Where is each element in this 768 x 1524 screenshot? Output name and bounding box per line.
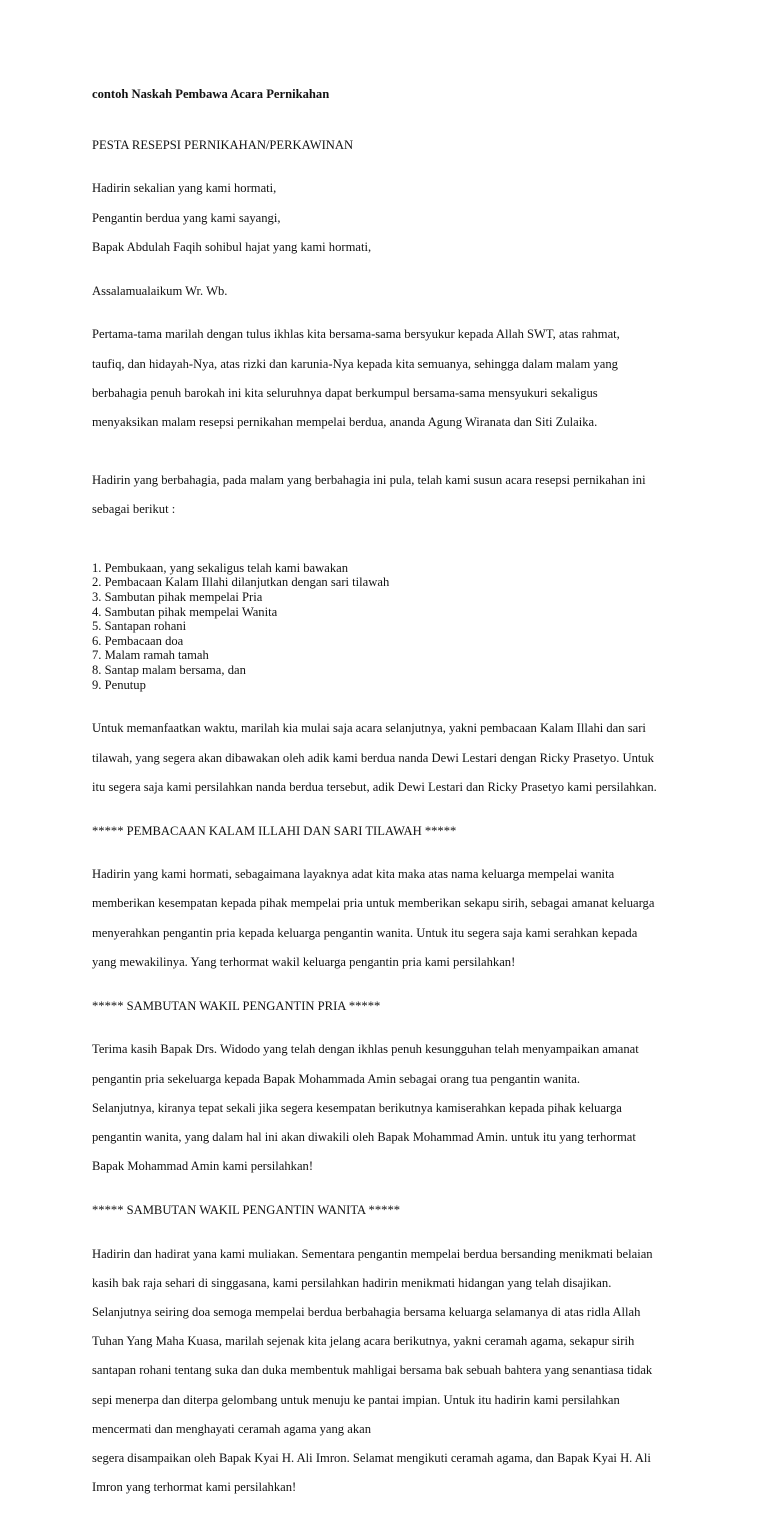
section-heading-bride: ***** SAMBUTAN WAKIL PENGANTIN WANITA ***** xyxy=(92,1202,401,1217)
section-heading-groom: ***** SAMBUTAN WAKIL PENGANTIN PRIA ***** xyxy=(92,998,381,1013)
groom-speech-line: pengantin pria sekeluarga kepada Bapak Mohammada Amin sebagai orang tua pengantin wanita. xyxy=(92,1071,580,1086)
tilawah-line: memberikan kesempatan kepada pihak mempelai pria untuk memberikan sekapu sirih, sebagai amanat keluarga xyxy=(92,896,655,911)
tilawah-line: Hadirin yang kami hormati, sebagaimana layaknya adat kita maka atas nama keluarga mempelai wanita xyxy=(92,867,615,882)
agenda-item: 5. Santapan rohani xyxy=(92,619,187,634)
greeting-line: Hadirin sekalian yang kami hormati, xyxy=(92,181,277,196)
bride-speech-line: segera disampaikan oleh Bapak Kyai H. Ali Imron. Selamat mengikuti ceramah agama, dan Bapak Kyai H. Ali xyxy=(92,1451,651,1466)
salam-line: Assalamualaikum Wr. Wb. xyxy=(92,283,228,298)
tilawah-line: menyerahkan pengantin pria kepada keluarga pengantin wanita. Untuk itu segera saja kami serahkan kepada xyxy=(92,925,638,940)
agenda-item: 8. Santap malam bersama, dan xyxy=(92,662,246,677)
opening-line: menyaksikan malam resepsi pernikahan mempelai berdua, ananda Agung Wiranata dan Siti Zulaika. xyxy=(92,414,598,429)
opening-paragraph xyxy=(92,313,677,444)
groom-speech-line: Selanjutnya, kiranya tepat sekali jika segera kesempatan berikutnya kamiserahkan kepada pihak keluarga xyxy=(92,1100,622,1115)
groom-speech-line: Terima kasih Bapak Drs. Widodo yang telah dengan ikhlas penuh kesungguhan telah menyampaikan amanat xyxy=(92,1042,639,1057)
agenda-intro-line: sebagai berikut : xyxy=(92,502,176,517)
agenda-item: 7. Malam ramah tamah xyxy=(92,648,209,663)
tilawah-paragraph xyxy=(92,853,677,984)
agenda-list xyxy=(92,561,677,692)
agenda-item: 2. Pembacaan Kalam Illahi dilanjutkan dengan sari tilawah xyxy=(92,575,390,590)
agenda-intro-paragraph xyxy=(92,459,677,532)
bride-speech-line: kasih bak raja sehari di singgasana, kami persilahkan hadirin menikmati hidangan yang telah disajikan. xyxy=(92,1275,612,1290)
transition-line: itu segera saja kami persilahkan nanda berdua tersebut, adik Dewi Lestari dan Ricky Prasetyo kami persilahkan. xyxy=(92,779,657,794)
spacer xyxy=(92,546,677,561)
bride-speech-line: sepi menerpa dan diterpa gelombang untuk menuju ke pantai impian. Untuk itu hadirin kami persilahkan xyxy=(92,1392,620,1407)
agenda-item: 4. Sambutan pihak mempelai Wanita xyxy=(92,604,278,619)
bride-speech-line: mencermati dan menghayati ceramah agama yang akan xyxy=(92,1421,372,1436)
event-heading: PESTA RESEPSI PERNIKAHAN/PERKAWINAN xyxy=(92,137,354,152)
bride-speech-line: Tuhan Yang Maha Kuasa, marilah sejenak kita jelang acara berikutnya, yakni ceramah agama, sekapur sirih xyxy=(92,1334,635,1349)
agenda-item: 9. Penutup xyxy=(92,677,146,692)
opening-line: berbahagia penuh barokah ini kita seluruhnya dapat berkumpul bersama-sama mensyukuri sekaligus xyxy=(92,385,598,400)
agenda-item: 1. Pembukaan, yang sekaligus telah kami bawakan xyxy=(92,560,349,575)
greeting-line: Pengantin berdua yang kami sayangi, xyxy=(92,210,281,225)
section-heading-tilawah: ***** PEMBACAAN KALAM ILLAHI DAN SARI TILAWAH ***** xyxy=(92,823,457,838)
agenda-intro-line: Hadirin yang berbahagia, pada malam yang berbahagia ini pula, telah kami susun acara resepsi pernikahan ini xyxy=(92,473,646,488)
agenda-item: 3. Sambutan pihak mempelai Pria xyxy=(92,590,263,604)
transition-line: tilawah, yang segera akan dibawakan oleh adik kami berdua nanda Dewi Lestari dengan Ricky Prasetyo. Untuk xyxy=(92,750,654,765)
document-title: contoh Naskah Pembawa Acara Pernikahan xyxy=(92,87,330,101)
groom-speech-paragraph xyxy=(92,1028,677,1189)
bride-speech-line: Selanjutnya seiring doa semoga mempelai berdua berbahagia bersama keluarga selamanya di atas ridla Allah xyxy=(92,1305,641,1320)
transition-paragraph xyxy=(92,707,677,809)
greeting-line: Bapak Abdulah Faqih sohibul hajat yang kami hormati, xyxy=(92,239,372,254)
bride-speech-line: santapan rohani tentang suka dan duka membentuk mahligai bersama bak sebuah bahtera yang senantiasa tidak xyxy=(92,1363,653,1378)
tilawah-line: yang mewakilinya. Yang terhormat wakil keluarga pengantin pria kami persilahkan! xyxy=(92,954,516,969)
opening-line: taufiq, dan hidayah-Nya, atas rizki dan karunia-Nya kepada kita semuanya, sehingga dalam malam yang xyxy=(92,356,618,371)
transition-line: Untuk memanfaatkan waktu, marilah kia mulai saja acara selanjutnya, yakni pembacaan Kalam Illahi dan sari xyxy=(92,721,646,736)
bride-speech-line: Hadirin dan hadirat yana kami muliakan. Sementara pengantin mempelai berdua bersanding menikmati belaian xyxy=(92,1246,653,1261)
groom-speech-line: pengantin wanita, yang dalam hal ini akan diwakili oleh Bapak Mohammad Amin. untuk itu yang terhormat xyxy=(92,1129,636,1144)
bride-speech-line: Imron yang terhormat kami persilahkan! xyxy=(92,1480,297,1495)
greeting-paragraph xyxy=(92,167,677,269)
opening-line: Pertama-tama marilah dengan tulus ikhlas kita bersama-sama bersyukur kepada Allah SWT, atas rahmat, xyxy=(92,327,620,342)
bride-speech-paragraph xyxy=(92,1232,677,1509)
groom-speech-line: Bapak Mohammad Amin kami persilahkan! xyxy=(92,1159,314,1174)
agenda-item: 6. Pembacaan doa xyxy=(92,633,184,648)
document-page xyxy=(92,87,677,1524)
